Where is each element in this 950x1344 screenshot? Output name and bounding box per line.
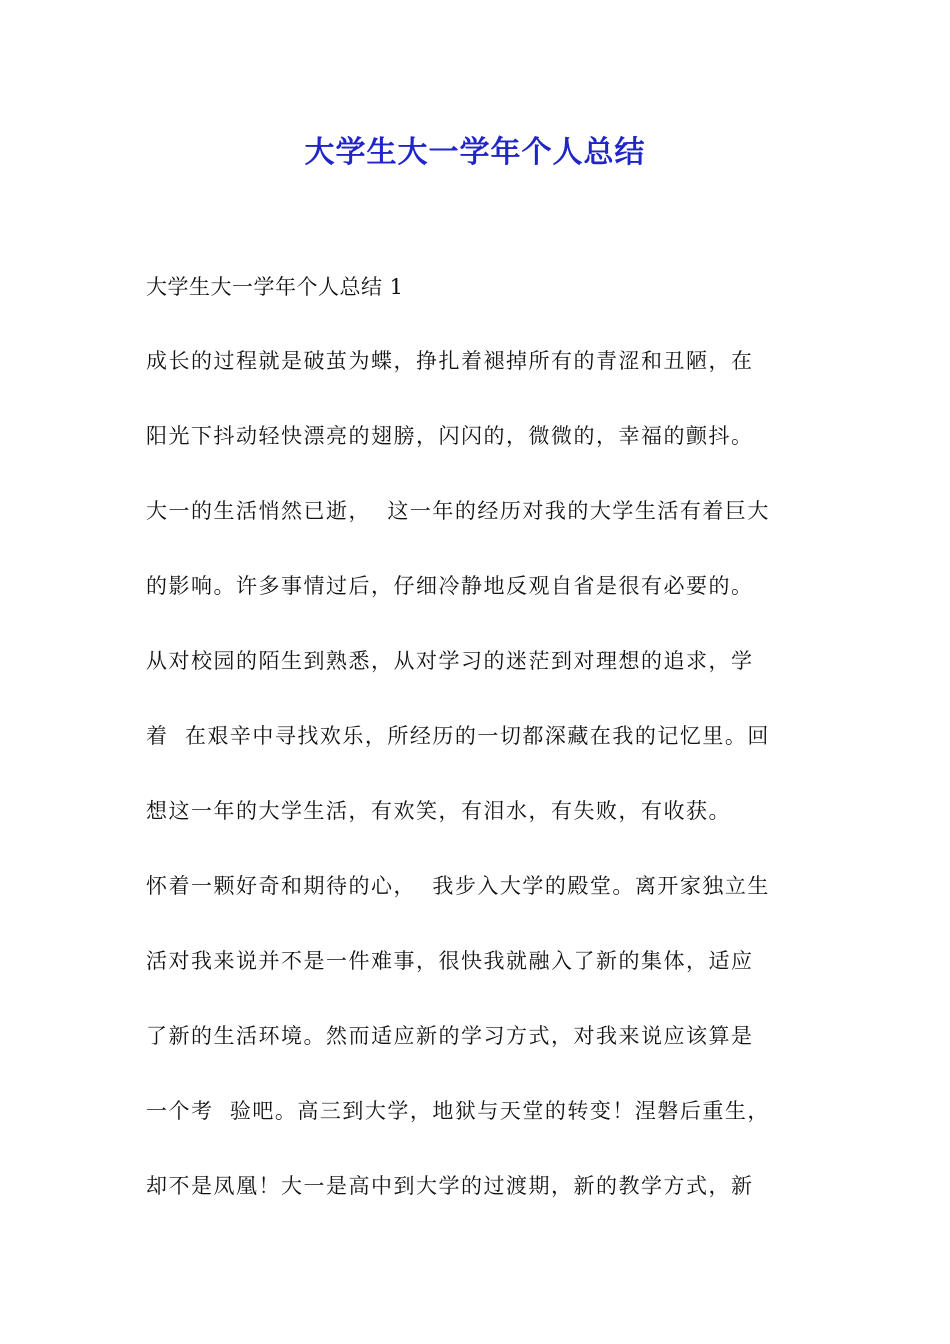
paragraph-line: 大一的生活悄然已逝， 这一年的经历对我的大学生活有着巨大 xyxy=(146,499,770,523)
paragraph-line: 成长的过程就是破茧为蝶，挣扎着褪掉所有的青涩和丑陋，在 xyxy=(146,349,754,373)
paragraph-line: 的影响。许多事情过后，仔细冷静地反观自省是很有必要的。 xyxy=(146,574,754,598)
paragraph-line: 却不是凤凰！大一是高中到大学的过渡期，新的教学方式，新 xyxy=(146,1174,754,1198)
paragraph-line: 活对我来说并不是一件难事，很快我就融入了新的集体，适应 xyxy=(146,949,754,973)
paragraph-line: 一个考 验吧。高三到大学，地狱与天堂的转变！涅磐后重生， xyxy=(146,1099,770,1123)
paragraph-line: 阳光下抖动轻快漂亮的翅膀，闪闪的，微微的，幸福的颤抖。 xyxy=(146,424,754,448)
document-title: 大学生大一学年个人总结 xyxy=(304,135,646,170)
section-heading: 大学生大一学年个人总结 1 xyxy=(146,275,404,299)
document-body xyxy=(146,262,806,1236)
paragraph-line: 着 在艰辛中寻找欢乐，所经历的一切都深藏在我的记忆里。回 xyxy=(146,724,770,748)
paragraph-line: 怀着一颗好奇和期待的心， 我步入大学的殿堂。离开家独立生 xyxy=(146,874,770,898)
paragraph-line: 想这一年的大学生活，有欢笑，有泪水，有失败，有收获。 xyxy=(146,799,731,823)
paragraph-line: 从对校园的陌生到熟悉，从对学习的迷茫到对理想的追求，学 xyxy=(146,649,754,673)
paragraph-line: 了新的生活环境。然而适应新的学习方式，对我来说应该算是 xyxy=(146,1024,754,1048)
